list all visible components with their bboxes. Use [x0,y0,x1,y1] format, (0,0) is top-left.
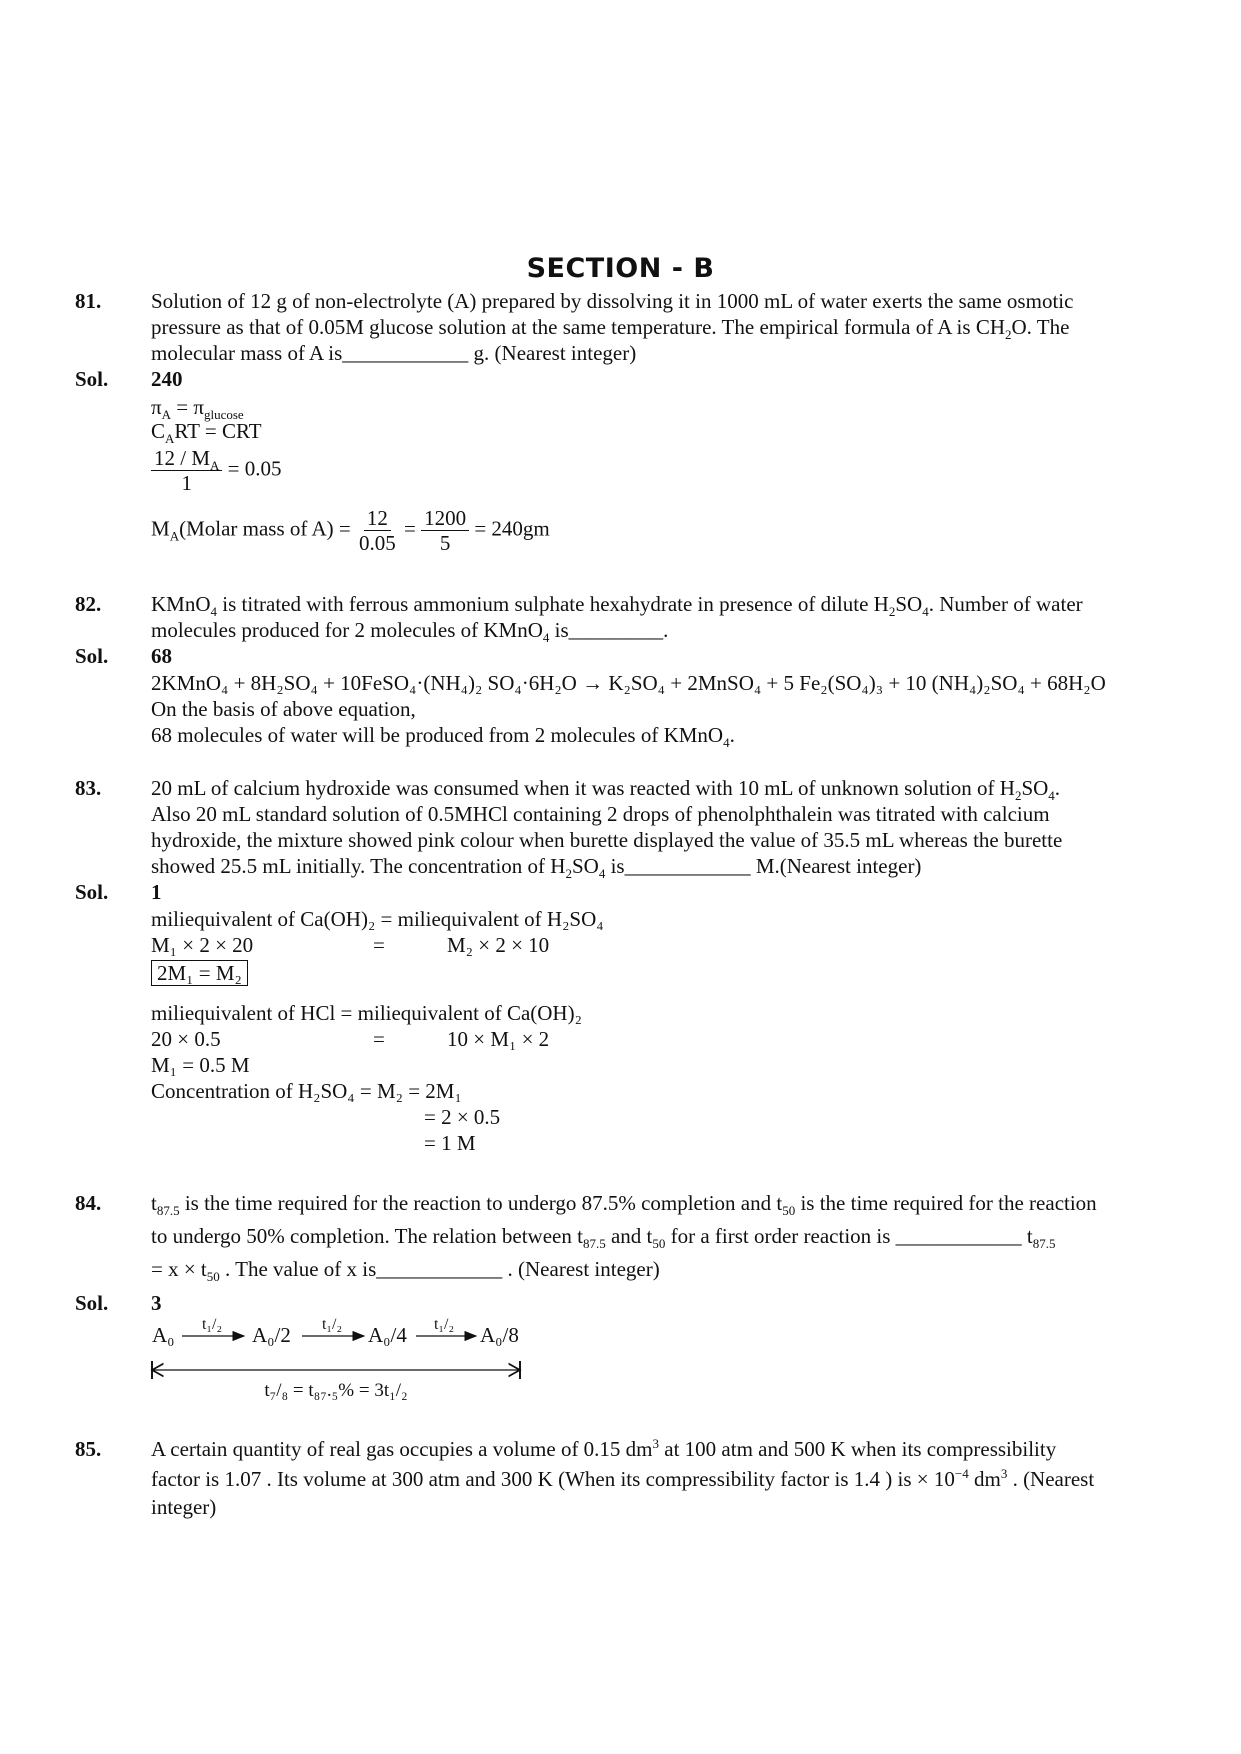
superscript: 3 [652,1436,660,1451]
arrow-label-2: t₁/₂ [321,1316,343,1333]
text: for a first order reaction is ____________ t [665,1224,1033,1248]
sol-82-conclusion [151,722,735,751]
sol-83-step-4: miliequivalent of HCl = miliequivalent of Ca(OH)₂ [151,1001,582,1025]
sol-81-step-1 [151,394,244,423]
subscript: 4 [542,630,550,646]
text: at 100 atm and 500 K when its compressibility [659,1437,1057,1461]
fraction [356,506,399,555]
fraction [421,506,469,555]
text: KMnO [151,592,211,616]
question-83-line-2: Also 20 mL standard solution of 0.5MHCl containing 2 drops of phenolphthalein was titrated with calcium [151,802,1050,826]
question-84-line-1 [151,1190,1097,1219]
text: = 240gm [474,516,550,541]
subscript: A [165,431,175,447]
sol-82-basis: On the basis of above equation, [151,697,416,721]
question-83-line-4 [151,853,922,882]
subscript: 4 [598,866,606,882]
text: factor is 1.07 . Its volume at 300 atm and 300 K (When its compressibility factor is 1.4 ) is × 10 [151,1467,955,1491]
subscript: A [210,458,220,474]
numerator: 12 [364,506,391,531]
species-a0-half: A₀/2 [252,1323,291,1347]
text: is the time required for the reaction [795,1191,1097,1215]
subscript: 50 [206,1269,220,1285]
half-life-relation: t₇/₈ = t₈₇.₅% = 3t₁/₂ [264,1380,408,1401]
text: = x × t [151,1257,207,1281]
question-85-line-2 [151,1466,1094,1492]
sol-83-step-5-lhs: 20 × 0.5 [151,1027,221,1051]
subscript: 2 [888,604,896,620]
text: = [403,516,416,541]
text: is____________ M.(Nearest integer) [605,854,922,878]
text: is titrated with ferrous ammonium sulphate hexahydrate in presence of dilute H [217,592,889,616]
text: 68 molecules of water will be produced from 2 molecules of KMnO [151,723,724,747]
question-81-line-3: molecular mass of A is____________ g. (Nearest integer) [151,341,637,365]
question-85-line-3: integer) [151,1495,217,1519]
sol-83-step-7: Concentration of H₂SO₄ = M₂ = 2M₁ [151,1079,462,1103]
text: 20 mL of calcium hydroxide was consumed when it was reacted with 10 mL of unknown solution of H [151,776,1015,800]
sol-83-step-8: = 2 × 0.5 [424,1105,501,1129]
question-number-82: 82. [75,592,102,616]
sol-83-step-1: miliequivalent of Ca(OH)₂ = miliequivalent of H₂SO₄ [151,907,604,931]
question-number-81: 81. [75,289,102,313]
subscript: 2 [1014,788,1022,804]
subscript: glucose [203,407,244,423]
text: is_________. [549,618,669,642]
text: RT = CRT [174,419,262,443]
sol-82-equation: 2KMnO₄ + 8H₂SO₄ + 10FeSO₄·(NH₄)₂ SO₄·6H₂O → K₂SO₄ + 2MnSO₄ + 5 Fe₂(SO₄)₃ + 10 (NH₄)₂SO₄ + 68H₂O [151,671,1106,695]
answer-81: 240 [151,367,183,391]
question-84-line-3 [151,1256,660,1285]
question-82-line-1 [151,591,1083,620]
fraction [151,446,222,495]
text: 12 / M [154,446,211,470]
subscript: 2 [1005,327,1012,343]
subscript: 87.5 [156,1203,180,1219]
text: . [1054,776,1061,800]
sol-83-step-2-rhs: M₂ × 2 × 10 [447,933,550,957]
sol-83-step-2-eq: = [373,933,385,957]
species-a0: A₀ [152,1323,175,1347]
sol-label-83: Sol. [75,880,109,904]
text: and t [605,1224,653,1248]
question-82-line-2 [151,617,669,646]
subscript: 4 [1048,788,1055,804]
subscript: 4 [723,735,730,751]
text: O. The [1011,315,1070,339]
numerator [151,446,222,474]
sol-81-step-2 [151,418,262,447]
question-81-line-2 [151,314,1070,343]
superscript: 3 [1000,1466,1008,1481]
sol-83-step-6: M₁ = 0.5 M [151,1053,250,1077]
sol-83-step-5-rhs: 10 × M₁ × 2 [447,1027,550,1051]
text: . Number of water [928,592,1083,616]
text: to undergo 50% completion. The relation between t [151,1224,583,1248]
question-number-85: 85. [75,1437,102,1461]
text: . (Nearest [1007,1467,1095,1491]
sol-83-step-9: = 1 M [424,1131,476,1155]
denominator: 5 [439,531,451,555]
subscript: 2 [565,866,572,882]
text: (Molar mass of A) = [179,516,351,541]
subscript: 87.5 [1032,1236,1056,1252]
sol-label-81: Sol. [75,367,109,391]
arrow-label-3: t₁/₂ [433,1316,455,1333]
question-85-line-1 [151,1436,1056,1462]
text: A certain quantity of real gas occupies a volume of 0.15 dm [151,1437,653,1461]
text: molecules produced for 2 molecules of KMnO [151,618,543,642]
subscript: A [169,528,180,544]
half-life-diagram [140,1312,540,1402]
sol-83-step-2-lhs: M₁ × 2 × 20 [151,933,254,957]
sol-label-82: Sol. [75,644,109,668]
text: showed 25.5 mL initially. The concentration of H [151,854,566,878]
question-number-83: 83. [75,776,102,800]
superscript: −4 [954,1466,969,1481]
species-a0-eighth: A₀/8 [480,1323,519,1347]
sol-label-84: Sol. [75,1291,109,1315]
subscript: 4 [922,604,929,620]
text: = 0.05 [227,456,282,481]
question-84-line-2 [151,1223,1056,1252]
arrow-label-1: t₁/₂ [201,1316,223,1333]
text: M [151,516,170,541]
answer-82: 68 [151,644,172,668]
question-83-line-1 [151,775,1061,804]
text: = π [171,395,204,419]
question-83-line-3: hydroxide, the mixture showed pink colour when burette displayed the value of 35.5 mL whereas the burette [151,828,1063,852]
text: . The value of x is____________ . (Nearest integer) [219,1257,660,1281]
answer-84: 3 [151,1291,162,1315]
subscript: 4 [210,604,218,620]
species-a0-quarter: A₀/4 [368,1323,407,1347]
section-title: SECTION - B [526,253,715,284]
sol-83-step-5-eq: = [373,1027,385,1051]
text: π [151,395,162,419]
question-number-84: 84. [75,1191,102,1215]
subscript: A [161,407,171,423]
question-81-line-1: Solution of 12 g of non-electrolyte (A) prepared by dissolving it in 1000 mL of water exerts the same osmotic [151,289,1074,313]
sol-81-step-4 [151,506,550,555]
denominator: 1 [181,471,192,495]
text: C [151,419,166,443]
text: SO [571,854,599,878]
text: SO [895,592,923,616]
sol-81-step-3 [151,446,282,495]
text: pressure as that of 0.05M glucose solution at the same temperature. The empirical formula of A is CH [151,315,1005,339]
text: SO [1021,776,1049,800]
text: t [151,1191,157,1215]
subscript: 50 [652,1236,666,1252]
boxed-equation: 2M₁ = M₂ [151,960,248,986]
text: dm [968,1467,1001,1491]
answer-83: 1 [151,880,162,904]
denominator: 0.05 [358,531,396,555]
sol-83-boxed-result [151,960,248,986]
text: is the time required for the reaction to undergo 87.5% completion and t [179,1191,783,1215]
subscript: 87.5 [582,1236,606,1252]
numerator: 1200 [421,506,469,531]
text: . [729,723,735,747]
subscript: 50 [782,1203,796,1219]
